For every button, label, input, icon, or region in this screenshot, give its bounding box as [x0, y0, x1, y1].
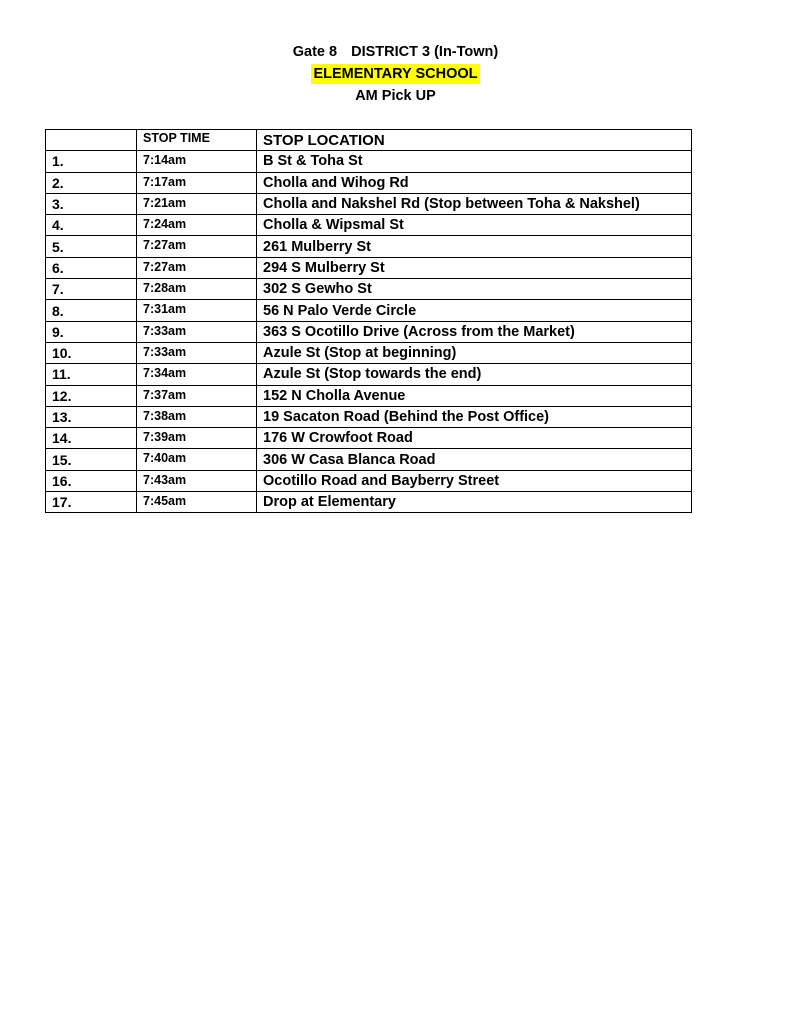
- stop-number: 16.: [46, 470, 137, 491]
- stop-time: 7:38am: [137, 406, 257, 427]
- table-row: [46, 236, 692, 257]
- stop-time: 7:43am: [137, 470, 257, 491]
- stop-location: Azule St (Stop towards the end): [257, 364, 692, 385]
- table-header-row: [46, 130, 692, 151]
- session-label: AM Pick UP: [355, 88, 436, 104]
- stop-time: 7:28am: [137, 279, 257, 300]
- column-header-stop-time: STOP TIME: [137, 130, 257, 151]
- table-row: [46, 300, 692, 321]
- stop-location: Cholla and Nakshel Rd (Stop between Toha & Nakshel): [257, 193, 692, 214]
- stop-time: 7:45am: [137, 492, 257, 513]
- table-row: [46, 193, 692, 214]
- stop-location: Cholla & Wipsmal St: [257, 215, 692, 236]
- stop-time: 7:39am: [137, 428, 257, 449]
- table-row: [46, 215, 692, 236]
- stop-location: 363 S Ocotillo Drive (Across from the Market): [257, 321, 692, 342]
- table-row: [46, 470, 692, 491]
- table-row: [46, 257, 692, 278]
- stop-location: B St & Toha St: [257, 151, 692, 172]
- stop-time: 7:14am: [137, 151, 257, 172]
- stop-location: Cholla and Wihog Rd: [257, 172, 692, 193]
- stop-time: 7:34am: [137, 364, 257, 385]
- stop-number: 11.: [46, 364, 137, 385]
- stop-number: 9.: [46, 321, 137, 342]
- table-row: [46, 492, 692, 513]
- column-header-stop-location: STOP LOCATION: [257, 130, 692, 151]
- table-row: [46, 151, 692, 172]
- stop-number: 5.: [46, 236, 137, 257]
- stop-location: 152 N Cholla Avenue: [257, 385, 692, 406]
- school-title-line: [0, 63, 791, 85]
- stop-time: 7:17am: [137, 172, 257, 193]
- stop-number: 6.: [46, 257, 137, 278]
- stop-number: 4.: [46, 215, 137, 236]
- stop-location: Drop at Elementary: [257, 492, 692, 513]
- stop-number: 8.: [46, 300, 137, 321]
- stop-time: 7:24am: [137, 215, 257, 236]
- district-label: DISTRICT 3 (In-Town): [351, 44, 499, 60]
- stop-location: 19 Sacaton Road (Behind the Post Office): [257, 406, 692, 427]
- stop-location: 294 S Mulberry St: [257, 257, 692, 278]
- stop-location: Ocotillo Road and Bayberry Street: [257, 470, 692, 491]
- stop-location: 261 Mulberry St: [257, 236, 692, 257]
- stop-time: 7:33am: [137, 342, 257, 363]
- table-row: [46, 342, 692, 363]
- stop-number: 12.: [46, 385, 137, 406]
- table-row: [46, 364, 692, 385]
- stop-number: 10.: [46, 342, 137, 363]
- stop-time: 7:37am: [137, 385, 257, 406]
- stop-number: 15.: [46, 449, 137, 470]
- stop-number: 1.: [46, 151, 137, 172]
- table-row: [46, 172, 692, 193]
- stop-location: 302 S Gewho St: [257, 279, 692, 300]
- document-header: [0, 41, 791, 107]
- table-row: [46, 449, 692, 470]
- table-row: [46, 279, 692, 300]
- route-title-line: [0, 41, 791, 63]
- stop-location: 306 W Casa Blanca Road: [257, 449, 692, 470]
- stop-number: 3.: [46, 193, 137, 214]
- stop-number: 13.: [46, 406, 137, 427]
- stop-location: 56 N Palo Verde Circle: [257, 300, 692, 321]
- stop-number: 2.: [46, 172, 137, 193]
- table-row: [46, 321, 692, 342]
- gate-label: Gate 8: [292, 44, 338, 60]
- stop-time: 7:33am: [137, 321, 257, 342]
- school-name-highlight: ELEMENTARY SCHOOL: [313, 66, 478, 82]
- stop-location: 176 W Crowfoot Road: [257, 428, 692, 449]
- stop-time: 7:27am: [137, 236, 257, 257]
- table-row: [46, 428, 692, 449]
- stop-time: 7:40am: [137, 449, 257, 470]
- stop-number: 14.: [46, 428, 137, 449]
- stop-schedule-table: [45, 129, 692, 513]
- stop-number: 17.: [46, 492, 137, 513]
- stop-time: 7:21am: [137, 193, 257, 214]
- table-row: [46, 406, 692, 427]
- table-row: [46, 385, 692, 406]
- stop-time: 7:31am: [137, 300, 257, 321]
- stop-time: 7:27am: [137, 257, 257, 278]
- stop-number: 7.: [46, 279, 137, 300]
- stop-location: Azule St (Stop at beginning): [257, 342, 692, 363]
- session-title-line: [0, 85, 791, 107]
- column-header-number: [46, 130, 137, 151]
